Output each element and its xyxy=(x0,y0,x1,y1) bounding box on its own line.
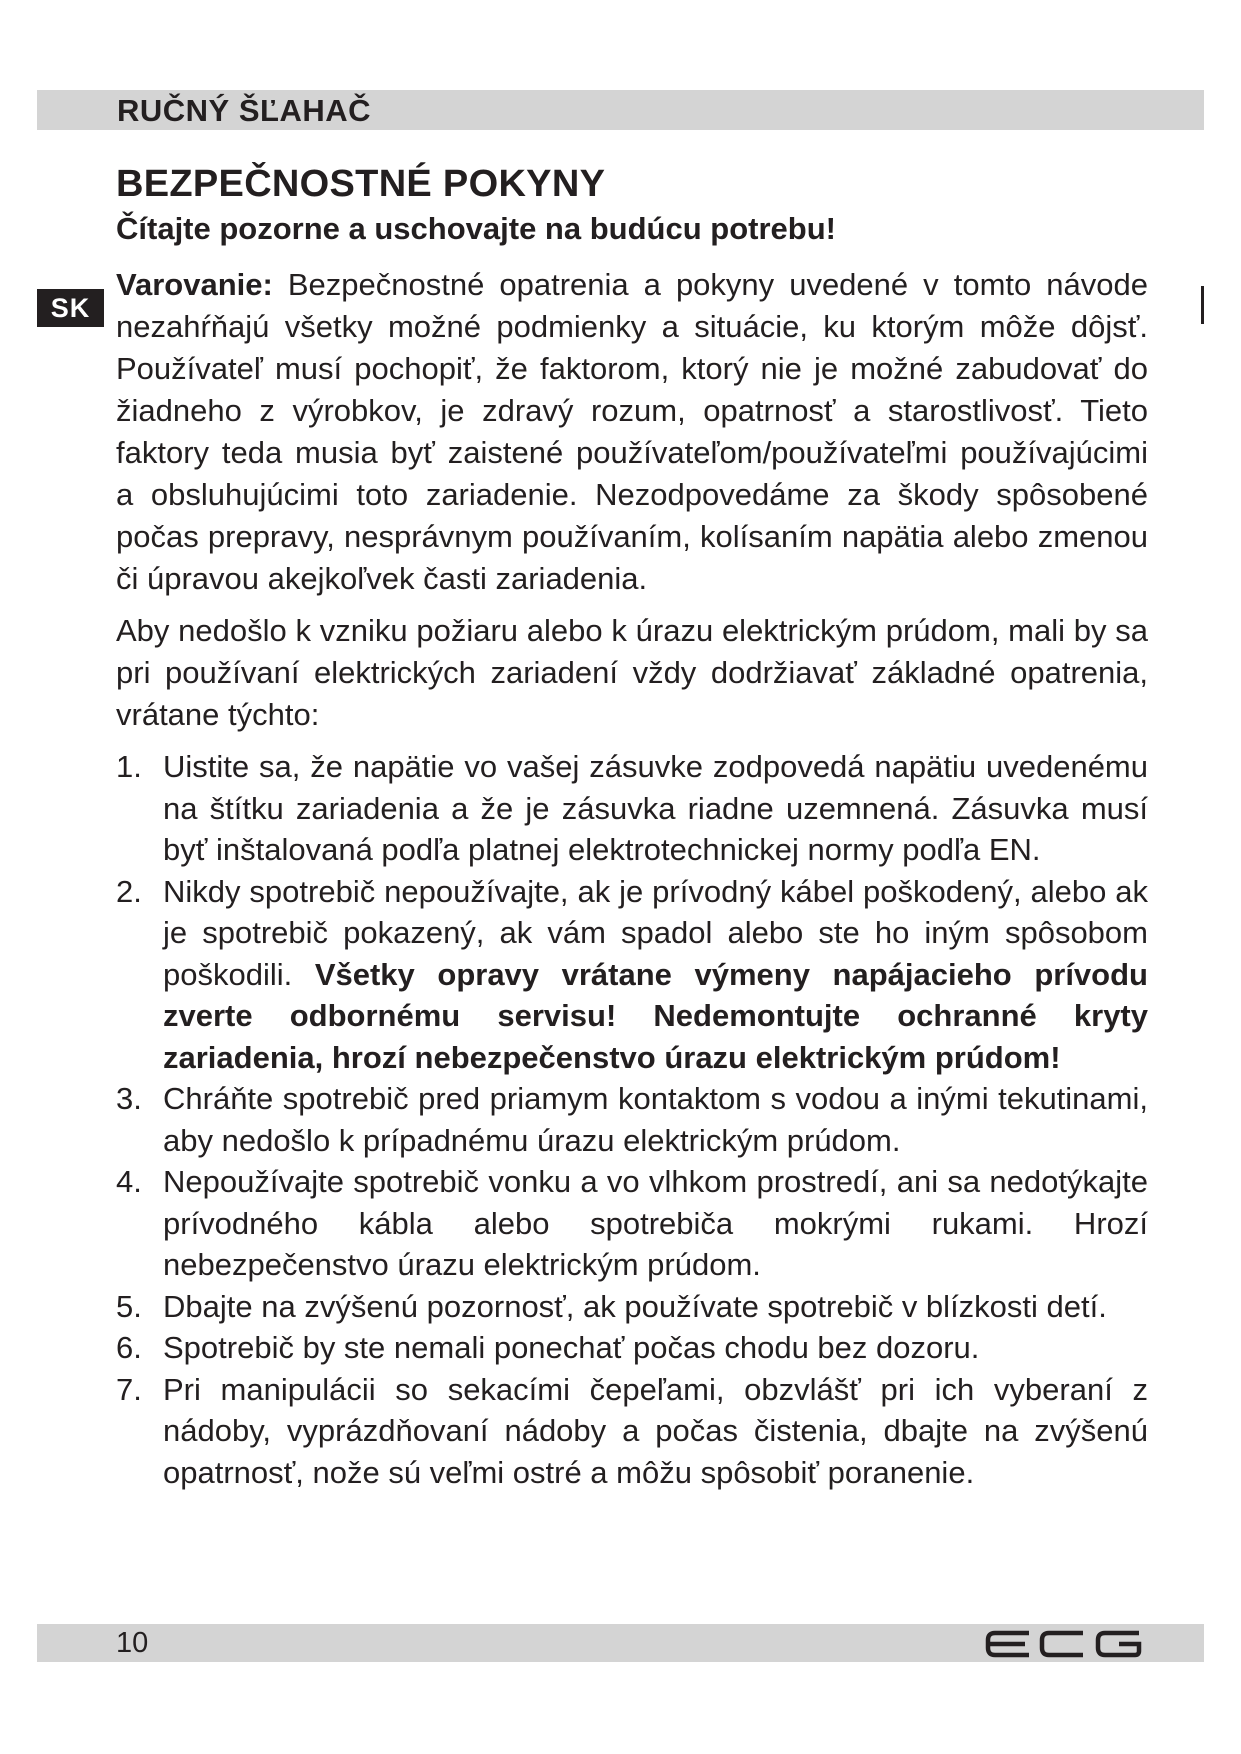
list-item-text: Nikdy spotrebič nepoužívajte, ak je prívodný kábel poškodený, alebo ak je spotrebič pokazený, ak vám spadol alebo ste ho iným spôsobom poškodili. xyxy=(163,873,1148,992)
margin-mark xyxy=(1201,286,1204,324)
list-item xyxy=(116,1369,1148,1494)
list-item-number: 3. xyxy=(116,1081,142,1116)
list-item-text: Chráňte spotrebič pred priamym kontaktom s vodou a inými tekutinami, aby nedošlo k prípadnému úrazu elektrickým prúdom. xyxy=(163,1081,1148,1158)
list-item-number: 7. xyxy=(116,1371,142,1407)
list-item xyxy=(116,1078,1148,1161)
ecg-logo-icon xyxy=(985,1630,1145,1658)
language-badge: SK xyxy=(37,289,104,327)
list-item-text: Uistite sa, že napätie vo vašej zásuvke zodpovedá napätiu uvedenému na štítku zariadenia a že je zásuvka riadne uzemnená. Zásuvka musí byť inštalovaná podľa platnej elektrotechnickej normy podľa EN. xyxy=(163,749,1148,867)
list-item-number: 4. xyxy=(116,1164,142,1199)
list-item xyxy=(116,871,1148,1079)
list-item-number: 1. xyxy=(116,749,142,784)
intro-paragraph: Aby nedošlo k vzniku požiaru alebo k úrazu elektrickým prúdom, mali by sa pri používaní elektrických zariadení vždy dodržiavať základné opatrenia, vrátane týchto: xyxy=(116,613,1148,732)
header-bar xyxy=(37,90,1204,130)
page-content xyxy=(116,160,1148,1493)
section-title: BEZPEČNOSTNÉ POKYNY xyxy=(116,163,606,205)
list-item-number: 2. xyxy=(116,873,142,909)
list-item-text: Dbajte na zvýšenú pozornosť, ak používate spotrebič v blízkosti detí. xyxy=(163,1288,1107,1324)
warning-text: Bezpečnostné opatrenia a pokyny uvedené v tomto návode nezahŕňajú všetky možné podmienky a situácie, ku ktorým môže dôjsť. Používateľ musí pochopiť, že faktorom, ktorý nie je možné zabudovať do žiadneho z výrobkov, je zdravý rozum, opatrnosť a starostlivosť. Tieto faktory teda musia byť zaistené používateľom/používateľmi používajúcimi a obsluhujúcimi toto zariadenie. Nezodpovedáme za škody spôsobené počas prepravy, nesprávnym používaním, kolísaním napätia alebo zmenou či úpravou akejkoľvek časti zariadenia. xyxy=(116,267,1148,596)
list-item-text: Spotrebič by ste nemali ponechať počas chodu bez dozoru. xyxy=(163,1330,980,1365)
section-subtitle: Čítajte pozorne a uschovajte na budúcu potrebu! xyxy=(116,211,836,246)
list-item xyxy=(116,1286,1148,1328)
safety-rules-list xyxy=(116,746,1148,1493)
page-number: 10 xyxy=(116,1627,149,1659)
list-item-text: Pri manipulácii so sekacími čepeľami, obzvlášť pri ich vyberaní z nádoby, vyprázdňovaní nádoby a počas čistenia, dbajte na zvýšenú opatrnosť, nože sú veľmi ostré a môžu spôsobiť poranenie. xyxy=(163,1371,1148,1490)
warning-paragraph xyxy=(116,264,1148,600)
list-item-bold-text: Všetky opravy vrátane výmeny napájacieho prívodu zverte odbornému servisu! Nedemontujte ochranné kryty zariadenia, hrozí nebezpečenstvo úrazu elektrickým prúdom! xyxy=(163,956,1148,1075)
warning-label: Varovanie: xyxy=(116,267,273,302)
list-item xyxy=(116,746,1148,871)
list-item-number: 5. xyxy=(116,1288,142,1324)
list-item-number: 6. xyxy=(116,1330,142,1365)
footer-bar xyxy=(37,1624,1204,1662)
list-item xyxy=(116,1161,1148,1286)
list-item xyxy=(116,1327,1148,1369)
header-title: RUČNÝ ŠĽAHAČ xyxy=(117,93,371,128)
list-item-text: Nepoužívajte spotrebič vonku a vo vlhkom prostredí, ani sa nedotýkajte prívodného kábla alebo spotrebiča mokrými rukami. Hrozí nebezpečenstvo úrazu elektrickým prúdom. xyxy=(163,1164,1148,1282)
